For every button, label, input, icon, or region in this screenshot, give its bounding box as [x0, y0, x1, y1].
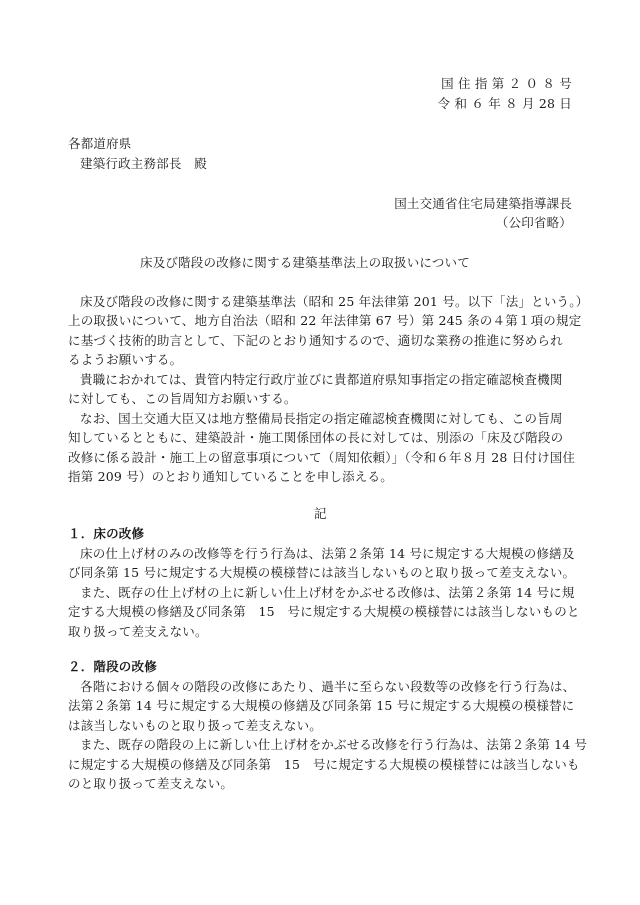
section2-para2-line: に規定する大規模の修繕及び同条第 15 号に規定する大規模の模様替には該当しないも — [68, 757, 580, 772]
section1-heading: １．床の改修 — [68, 526, 145, 541]
body-para3-line: 知しているとともに、建築設計・施工関係団体の長に対しては、別添の「床及び階段の — [68, 430, 564, 445]
document-number: 国 住 指 第 ２ ０ ８ 号 — [441, 76, 572, 91]
sender-title: 国土交通省住宅局建築指導課長 — [394, 196, 572, 211]
section2-para1-line: 法第２条第 14 号に規定する大規模の修繕及び同条第 15 号に規定する大規模の模様替に — [68, 698, 575, 713]
body-para1-line: に基づく技術的助言として、下記のとおり通知するので、適切な業務の推進に努められ — [68, 333, 563, 348]
section1-para1-line: び同条第 15 号に規定する大規模の模様替には該当しないものと取り扱って差支えない。 — [68, 565, 576, 580]
document-date: 令 和 ６ 年 ８ 月 28 日 — [437, 96, 572, 111]
section1-para2-line: また、既存の仕上げ材の上に新しい仕上げ材をかぶせる改修は、法第２条第 14 号に規 — [80, 585, 575, 600]
body-para3-line: 改修に係る設計・施工上の留意事項について（周知依頼）」（令和６年８月 28 日付け国住 — [68, 450, 576, 465]
section2-para2-line: また、既存の階段の上に新しい仕上げ材をかぶせる改修を行う行為は、法第２条第 14 号 — [80, 737, 588, 752]
section2-para1-line: 各階における個々の階段の改修にあたり、過半に至らない段数等の改修を行う行為は、 — [80, 679, 576, 694]
addressee-line-1: 各都道府県 — [68, 136, 132, 151]
section2-para1-line: は該当しないものと取り扱って差支えない。 — [68, 718, 323, 733]
body-para1-line: 床及び階段の改修に関する建築基準法（昭和 25 年法律第 201 号。以下「法」という。） — [80, 294, 589, 309]
ki-marker: 記 — [314, 506, 327, 521]
body-para2-line: 貴職におかれては、貴管内特定行政庁並びに貴都道府県知事指定の指定確認検査機関 — [80, 372, 563, 387]
section1-para1-line: 床の仕上げ材のみの改修等を行う行為は、法第２条第 14 号に規定する大規模の修繕及 — [80, 546, 575, 561]
section1-para2-line: 取り扱って差支えない。 — [68, 624, 208, 639]
addressee-line-2: 建築行政主務部長 殿 — [80, 156, 208, 171]
body-para1-line: るようお願いする。 — [68, 352, 183, 367]
body-para3-line: 指第 209 号）のとおり通知していることを申し添える。 — [68, 469, 393, 484]
section1-para2-line: 定する大規模の修繕及び同条第 15 号に規定する大規模の模様替には該当しないものと — [68, 604, 580, 619]
body-para2-line: に対しても、この旨周知方お願いする。 — [68, 391, 297, 406]
section2-heading: ２．階段の改修 — [68, 659, 157, 674]
section2-para2-line: のと取り扱って差支えない。 — [68, 776, 234, 791]
document-title: 床及び階段の改修に関する建築基準法上の取扱いについて — [140, 255, 470, 270]
seal-omitted-note: （公印省略） — [495, 215, 572, 230]
body-para3-line: なお、国土交通大臣又は地方整備局長指定の指定確認検査機関に対しても、この旨周 — [80, 411, 563, 426]
body-para1-line: 上の取扱いについて、地方自治法（昭和 22 年法律第 67 号）第 245 条の４第１項の規定 — [68, 313, 582, 328]
